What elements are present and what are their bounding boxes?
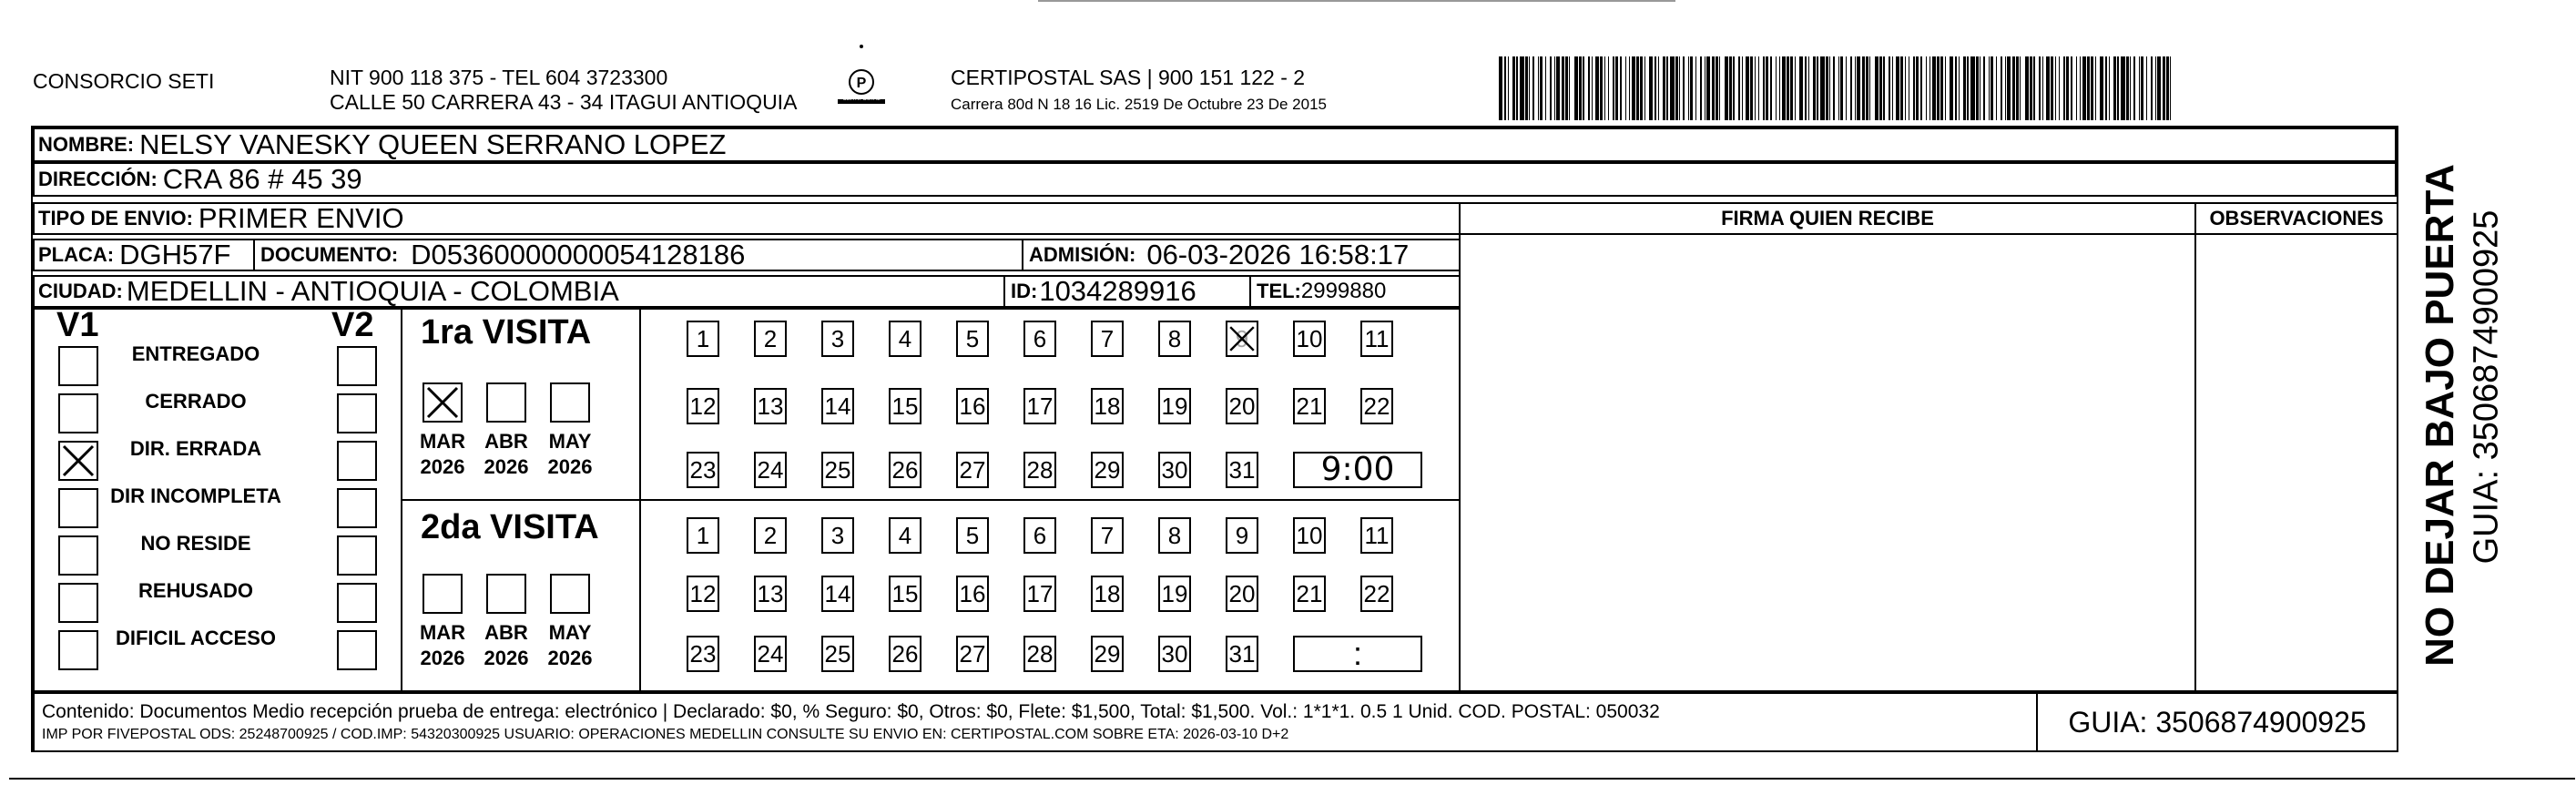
month-checkbox[interactable] — [550, 574, 590, 614]
day-box[interactable]: 10 — [1293, 321, 1326, 357]
observations-header: OBSERVACIONES — [2209, 207, 2384, 229]
admission-label: ADMISIÓN: — [1029, 243, 1136, 266]
footer-guide: GUIA: 3506874900925 — [2068, 705, 2367, 739]
document-label: DOCUMENTO: — [260, 243, 399, 266]
visit-divider — [401, 499, 1461, 501]
day-box[interactable]: 8 — [1158, 517, 1191, 554]
v2-label: V2 — [331, 306, 374, 344]
v1-checkbox[interactable] — [58, 535, 98, 576]
day-box[interactable]: 18 — [1091, 388, 1124, 424]
day-box[interactable]: 31 — [1226, 636, 1258, 672]
day-box[interactable]: 29 — [1091, 636, 1124, 672]
ship-type-value: PRIMER ENVIO — [198, 202, 404, 234]
month-label: MAR — [419, 430, 466, 453]
day-box[interactable]: 1 — [687, 517, 719, 554]
v2-checkbox[interactable] — [337, 393, 377, 433]
day-box[interactable]: 27 — [956, 452, 989, 488]
name-label: NOMBRE: — [38, 133, 135, 156]
month-checkbox[interactable] — [486, 574, 526, 614]
month-label: ABR — [484, 621, 528, 644]
address-value: CRA 86 # 45 39 — [162, 163, 362, 195]
certipostal-logo-icon: P CERTIPOSTAL — [834, 40, 889, 113]
day-box[interactable]: 17 — [1023, 388, 1056, 424]
day-box[interactable]: 22 — [1360, 388, 1393, 424]
day-box[interactable]: 2 — [754, 321, 787, 357]
v1-checkbox[interactable] — [58, 346, 98, 386]
day-box[interactable]: 13 — [754, 388, 787, 424]
day-box[interactable]: 9 — [1226, 517, 1258, 554]
visit2-title: 2da VISITA — [421, 508, 599, 546]
plate-cell — [33, 239, 255, 271]
svg-text:P: P — [856, 76, 867, 91]
address-row — [33, 162, 2397, 197]
plate-value: DGH57F — [119, 239, 231, 270]
day-box[interactable]: 14 — [821, 388, 854, 424]
day-box[interactable]: 8 — [1158, 321, 1191, 357]
day-box[interactable]: 17 — [1023, 576, 1056, 612]
city-label: CIUDAD: — [38, 280, 123, 302]
month-label: MAY — [548, 430, 592, 453]
v1-label: V1 — [56, 306, 99, 344]
check-mark-icon — [424, 384, 461, 421]
id-cell — [1003, 275, 1251, 308]
v1-checkbox[interactable] — [58, 583, 98, 623]
v2-checkbox[interactable] — [337, 535, 377, 576]
day-box[interactable]: 22 — [1360, 576, 1393, 612]
day-box[interactable]: 15 — [889, 388, 921, 424]
check-mark-icon — [60, 443, 97, 479]
v2-checkbox[interactable] — [337, 488, 377, 528]
address-label: DIRECCIÓN: — [38, 168, 158, 190]
year-label: 2026 — [484, 455, 529, 478]
v1-checkbox[interactable] — [58, 441, 98, 481]
nit-line: NIT 900 118 375 - TEL 604 3723300 — [330, 66, 668, 89]
day-box[interactable]: 26 — [889, 452, 921, 488]
tel-cell — [1249, 275, 1461, 308]
day-box[interactable]: 21 — [1293, 388, 1326, 424]
admission-cell — [1022, 239, 1461, 271]
day-box[interactable]: 3 — [821, 321, 854, 357]
day-box[interactable]: 19 — [1158, 388, 1191, 424]
day-box[interactable]: 14 — [821, 576, 854, 612]
carrier-name: CERTIPOSTAL SAS | 900 151 122 - 2 — [951, 66, 1306, 89]
day-box[interactable]: 20 — [1226, 576, 1258, 612]
name-row — [33, 127, 2397, 162]
v2-checkbox[interactable] — [337, 630, 377, 670]
day-box[interactable]: 7 — [1091, 321, 1124, 357]
month-label: MAR — [419, 621, 466, 644]
day-box[interactable]: 23 — [687, 636, 719, 672]
plate-label: PLACA: — [38, 243, 115, 266]
day-box[interactable]: 20 — [1226, 388, 1258, 424]
time-box[interactable]: 9:00 — [1293, 452, 1422, 488]
v1-checkbox[interactable] — [58, 488, 98, 528]
day-box[interactable]: 28 — [1023, 636, 1056, 672]
tel-label: TEL: — [1257, 280, 1301, 302]
id-label: ID: — [1011, 280, 1038, 302]
day-box[interactable]: 24 — [754, 636, 787, 672]
footer-guide-box — [2036, 692, 2398, 752]
status-label: CERRADO — [145, 390, 247, 413]
month-label: ABR — [484, 430, 528, 453]
day-box[interactable] — [1226, 321, 1258, 357]
day-box[interactable]: 10 — [1293, 517, 1326, 554]
day-box[interactable]: 27 — [956, 636, 989, 672]
month-checkbox[interactable] — [423, 574, 463, 614]
signature-header: FIRMA QUIEN RECIBE — [1721, 207, 1934, 229]
month-checkbox[interactable] — [550, 382, 590, 423]
day-box[interactable]: 30 — [1158, 452, 1191, 488]
day-box[interactable]: 26 — [889, 636, 921, 672]
bottom-edge-line — [9, 778, 2575, 780]
year-label: 2026 — [547, 647, 593, 669]
year-label: 2026 — [420, 455, 465, 478]
ship-type-cell — [33, 202, 1461, 235]
day-box[interactable]: 19 — [1158, 576, 1191, 612]
year-label: 2026 — [484, 647, 529, 669]
side-instruction-text: NO DEJAR BAJO PUERTA — [2418, 164, 2462, 667]
footer-print-info: IMP POR FIVEPOSTAL ODS: 25248700925 / COD.IMP: 54320300925 USUARIO: OPERACIONES MEDELLIN CONSULTE SU ENVIO EN: CERTIPOSTAL.COM SOBRE ETA: 2026-03-10 D+2 — [42, 727, 1289, 742]
day-box[interactable]: 6 — [1023, 321, 1056, 357]
day-number: 9 — [1235, 325, 1249, 352]
admission-value: 06-03-2026 16:58:17 — [1146, 239, 1410, 270]
day-box[interactable]: 25 — [821, 636, 854, 672]
v1-checkbox[interactable] — [58, 630, 98, 670]
side-guide — [2464, 173, 2510, 601]
day-box[interactable]: 3 — [821, 517, 854, 554]
year-label: 2026 — [420, 647, 465, 669]
status-label: NO RESIDE — [140, 532, 251, 555]
day-box[interactable]: 6 — [1023, 517, 1056, 554]
city-value: MEDELLIN - ANTIOQUIA - COLOMBIA — [126, 275, 619, 307]
observations-area — [2194, 233, 2398, 692]
day-box[interactable]: 5 — [956, 321, 989, 357]
day-box[interactable]: 4 — [889, 517, 921, 554]
day-box[interactable]: 21 — [1293, 576, 1326, 612]
day-box[interactable]: 31 — [1226, 452, 1258, 488]
day-box[interactable]: 13 — [754, 576, 787, 612]
day-box[interactable]: 24 — [754, 452, 787, 488]
day-box[interactable]: 30 — [1158, 636, 1191, 672]
v2-checkbox[interactable] — [337, 583, 377, 623]
signature-area — [1459, 233, 2196, 692]
company-name: CONSORCIO SETI — [33, 69, 215, 93]
day-box[interactable]: 28 — [1023, 452, 1056, 488]
carrier-license: Carrera 80d N 18 16 Lic. 2519 De Octubre 23 De 2015 — [951, 96, 1327, 113]
day-box[interactable]: 2 — [754, 517, 787, 554]
ship-type-label: TIPO DE ENVIO: — [38, 207, 193, 229]
year-label: 2026 — [547, 455, 593, 478]
status-label: ENTREGADO — [131, 342, 260, 365]
day-box[interactable]: 12 — [687, 388, 719, 424]
day-box[interactable]: 29 — [1091, 452, 1124, 488]
observations-header-cell — [2194, 202, 2398, 235]
v2-checkbox[interactable] — [337, 441, 377, 481]
visit1-title: 1ra VISITA — [421, 313, 592, 352]
status-label: REHUSADO — [138, 579, 253, 602]
name-value: NELSY VANESKY QUEEN SERRANO LOPEZ — [139, 128, 727, 160]
address-line: CALLE 50 CARRERA 43 - 34 ITAGUI ANTIOQUIA — [330, 90, 798, 114]
status-label: DIFICIL ACCESO — [115, 627, 276, 649]
day-box[interactable]: 15 — [889, 576, 921, 612]
document-cell — [253, 239, 1023, 271]
city-cell — [33, 275, 1005, 308]
top-edge-line — [1038, 0, 1675, 2]
month-label: MAY — [548, 621, 592, 644]
tel-value: 2999880 — [1300, 279, 1387, 303]
time-box[interactable]: : — [1293, 636, 1422, 672]
v1-checkbox[interactable] — [58, 393, 98, 433]
day-box[interactable]: 11 — [1360, 517, 1393, 554]
day-box[interactable]: 7 — [1091, 517, 1124, 554]
day-box[interactable]: 5 — [956, 517, 989, 554]
day-box[interactable]: 23 — [687, 452, 719, 488]
day-box[interactable]: 18 — [1091, 576, 1124, 612]
day-box[interactable]: 12 — [687, 576, 719, 612]
barcode — [1499, 56, 2176, 120]
month-checkbox[interactable] — [486, 382, 526, 423]
month-checkbox[interactable] — [423, 382, 463, 423]
id-value: 1034289916 — [1039, 275, 1196, 307]
day-box[interactable]: 4 — [889, 321, 921, 357]
status-label: DIR. ERRADA — [129, 437, 262, 460]
side-guide-text: GUIA: 3506874900925 — [2467, 209, 2506, 565]
v2-checkbox[interactable] — [337, 346, 377, 386]
footer-contents: Contenido: Documentos Medio recepción prueba de entrega: electrónico | Declarado: $0, % Seguro: $0, Otros: $0, Flete: $1,500, Total: $1,500. Vol.: 1*1*1. 0.5 1 Unid. COD. POSTAL: 050032 — [42, 701, 1660, 722]
day-box[interactable]: 16 — [956, 576, 989, 612]
day-box[interactable]: 16 — [956, 388, 989, 424]
signature-header-cell — [1459, 202, 2196, 235]
status-label: DIR INCOMPLETA — [110, 484, 281, 507]
day-box[interactable]: 1 — [687, 321, 719, 357]
document-value: D05360000000054128186 — [411, 239, 746, 270]
day-box[interactable]: 25 — [821, 452, 854, 488]
day-box[interactable]: 11 — [1360, 321, 1393, 357]
